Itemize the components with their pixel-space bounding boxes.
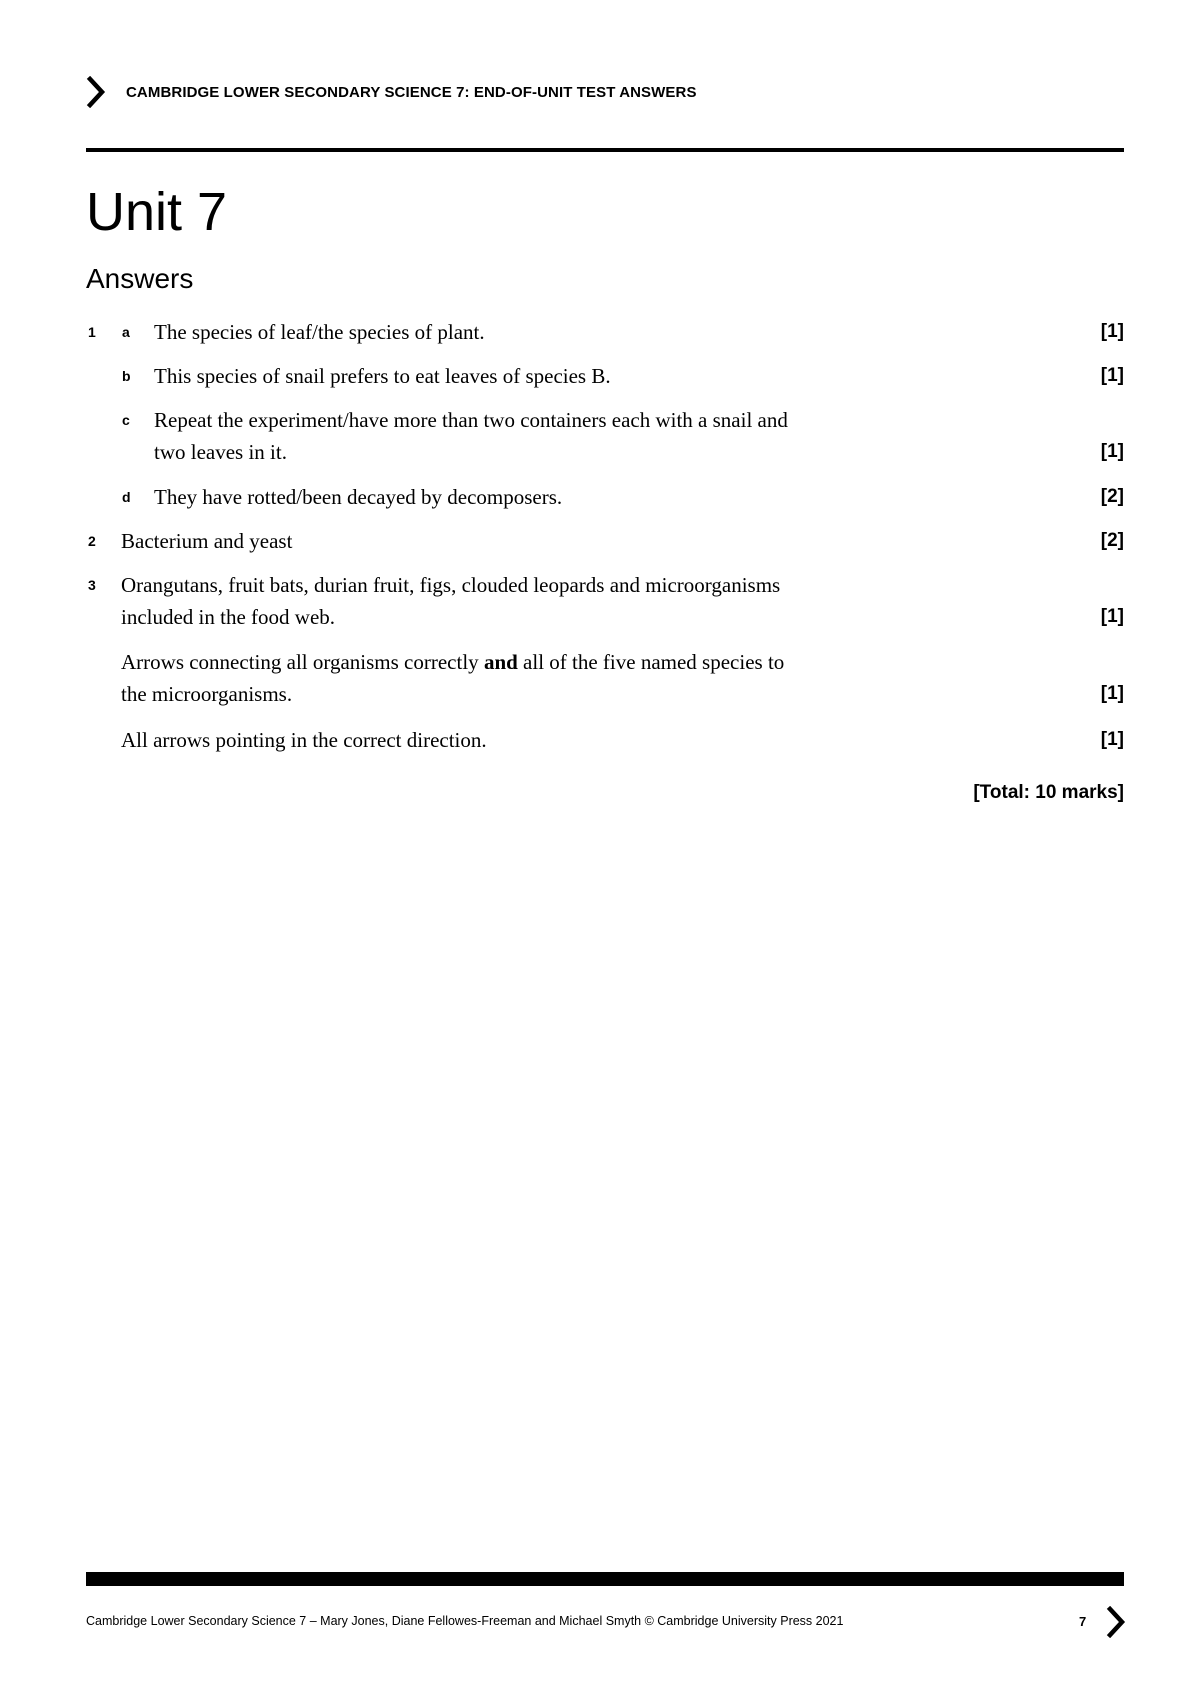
- answer-text: Bacterium and yeast: [121, 529, 293, 553]
- emphasis-text: and: [483, 650, 518, 674]
- section-heading: Answers: [86, 263, 194, 294]
- page-number: 7: [1079, 1614, 1087, 1629]
- answer-text: The species of leaf/the species of plant.: [154, 320, 485, 344]
- answer-text: Orangutans, fruit bats, durian fruit, figs, clouded leopards and microorganisms included in the food web.: [121, 573, 781, 629]
- question-number: 3: [88, 577, 96, 593]
- answer-text: They have rotted/been decayed by decomposers.: [154, 485, 563, 509]
- header-divider: [86, 148, 1124, 152]
- answer-mark: [1]: [1100, 365, 1124, 386]
- header-title: CAMBRIDGE LOWER SECONDARY SCIENCE 7: END-OF-UNIT TEST ANSWERS: [126, 84, 697, 101]
- answer-text: Arrows connecting all organisms correctly and all of the five named species to the microorganisms.: [121, 650, 785, 706]
- answer-mark: [1]: [1100, 683, 1124, 704]
- page-footer: [86, 1610, 1126, 1646]
- question-number: 1: [88, 324, 96, 340]
- question-part: c: [122, 412, 130, 428]
- answer-mark: [2]: [1100, 486, 1124, 507]
- question-part: b: [122, 368, 131, 384]
- page-title: Unit 7: [86, 182, 228, 242]
- answer-mark: [1]: [1100, 606, 1124, 627]
- answer-text: All arrows pointing in the correct direction.: [121, 728, 487, 752]
- answer-text: This species of snail prefers to eat leaves of species B.: [154, 364, 611, 388]
- answer-mark: [1]: [1100, 729, 1124, 750]
- answer-mark: [1]: [1100, 441, 1124, 462]
- footer-credit: Cambridge Lower Secondary Science 7 – Mary Jones, Diane Fellowes-Freeman and Michael Smyth © Cambridge University Press 2021: [86, 1614, 844, 1628]
- question-number: 2: [88, 533, 96, 549]
- answer-mark: [2]: [1100, 530, 1124, 551]
- question-part: a: [122, 324, 130, 340]
- page-header: [86, 76, 1126, 112]
- footer-divider: [86, 1572, 1124, 1586]
- answer-text: Repeat the experiment/have more than two containers each with a snail and two leaves in it.: [154, 408, 788, 464]
- total-marks: [Total: 10 marks]: [973, 782, 1124, 803]
- answer-mark: [1]: [1100, 321, 1124, 342]
- chevron-right-icon: [86, 76, 106, 108]
- question-part: d: [122, 489, 131, 505]
- chevron-right-icon: [1106, 1606, 1126, 1638]
